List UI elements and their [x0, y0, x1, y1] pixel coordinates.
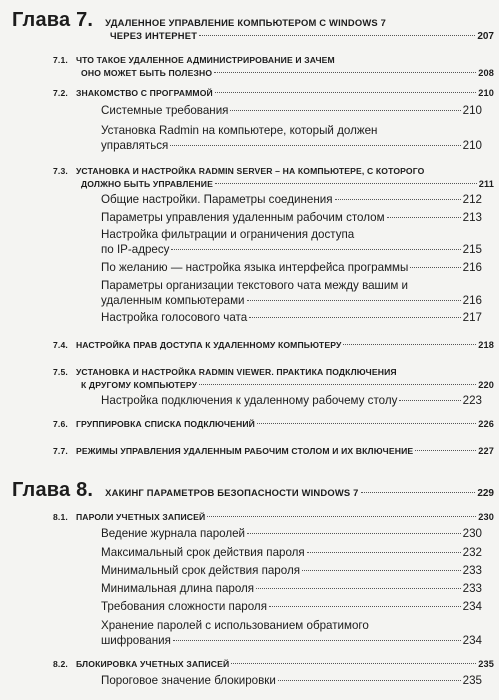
subsection-item-cont: по IP-адресу 215: [101, 243, 482, 256]
subsection-item: Требования сложности пароля 234: [101, 600, 482, 613]
chapter-7-entry: [12, 9, 494, 32]
page-number: 210: [478, 88, 494, 98]
subsection-item: Установка Radmin на компьютере, который должен: [101, 124, 378, 137]
leader-dots: [215, 92, 476, 93]
leader-dots: [207, 516, 476, 517]
leader-dots: [415, 450, 476, 451]
page-number: 230: [478, 512, 494, 522]
section-7-1: [53, 55, 494, 65]
leader-dots: [215, 183, 477, 184]
subsection-item: По желанию — настройка языка интерфейса программы 216: [101, 261, 482, 274]
subsection-item: Минимальный срок действия пароля 233: [101, 564, 482, 577]
chapter-label: Глава 8.: [12, 479, 94, 501]
section-title: НАСТРОЙКА ПРАВ ДОСТУПА К УДАЛЕННОМУ КОМПЬЮТЕРУ: [75, 340, 342, 350]
section-7-5-cont: [81, 380, 494, 390]
section-7-1-cont: [81, 68, 494, 78]
section-title: ЗНАКОМСТВО С ПРОГРАММОЙ: [75, 88, 213, 98]
section-title: ПАРОЛИ УЧЕТНЫХ ЗАПИСЕЙ: [75, 512, 206, 522]
section-7-3: [53, 166, 494, 176]
leader-dots: [199, 384, 476, 385]
section-number: 7.5.: [53, 367, 68, 377]
page-number: 229: [477, 488, 494, 499]
subsection-item: Настройка голосового чата 217: [101, 311, 482, 324]
page-number: 207: [477, 31, 494, 42]
section-7-6: [53, 419, 494, 429]
section-number: 7.1.: [53, 55, 68, 65]
subsection-item: Хранение паролей с использованием обратимого: [101, 619, 369, 632]
section-title: ЧТО ТАКОЕ УДАЛЕННОЕ АДМИНИСТРИРОВАНИЕ И ЗАЧЕМ: [75, 55, 335, 65]
subsection-item: Настройка фильтрации и ограничения доступа: [101, 228, 355, 241]
leader-dots: [361, 492, 476, 493]
subsection-item-cont: удаленным компьютерами 216: [101, 294, 482, 307]
page-number: 220: [478, 380, 494, 390]
section-number: 7.6.: [53, 419, 68, 429]
section-number: 7.3.: [53, 166, 68, 176]
section-7-4: [53, 340, 494, 350]
section-8-1: [53, 512, 494, 522]
section-title: УСТАНОВКА И НАСТРОЙКА RADMIN VIEWER. ПРАКТИКА ПОДКЛЮЧЕНИЯ: [75, 367, 397, 377]
section-title: БЛОКИРОВКА УЧЕТНЫХ ЗАПИСЕЙ: [75, 659, 230, 669]
subsection-item: Параметры управления удаленным рабочим столом 213: [101, 211, 482, 224]
section-title: РЕЖИМЫ УПРАВЛЕНИЯ УДАЛЕННЫМ РАБОЧИМ СТОЛОМ И ИХ ВКЛЮЧЕНИЕ: [75, 446, 414, 456]
leader-dots: [214, 72, 476, 73]
leader-dots: [257, 423, 476, 424]
section-8-2: [53, 659, 494, 669]
section-number: 8.1.: [53, 512, 68, 522]
chapter-7-entry-cont: [110, 30, 494, 42]
chapter-label: Глава 7.: [12, 9, 94, 31]
subsection-item: Максимальный срок действия пароля 232: [101, 546, 482, 559]
subsection-item: Ведение журнала паролей 230: [101, 527, 482, 540]
chapter-title: УДАЛЕННОЕ УПРАВЛЕНИЕ КОМПЬЮТЕРОМ С WINDOWS 7: [105, 17, 387, 28]
leader-dots: [343, 344, 476, 345]
leader-dots: [199, 35, 475, 36]
subsection-item: Общие настройки. Параметры соединения 212: [101, 193, 482, 206]
subsection-item-cont: управляться 210: [101, 139, 482, 152]
section-title: УСТАНОВКА И НАСТРОЙКА RADMIN SERVER – НА КОМПЬЮТЕРЕ, С КОТОРОГО: [75, 166, 425, 176]
subsection-item: Минимальная длина пароля 233: [101, 582, 482, 595]
page-number: 226: [478, 419, 494, 429]
section-title-cont: К ДРУГОМУ КОМПЬЮТЕРУ: [81, 380, 198, 390]
page-number: 235: [478, 659, 494, 669]
section-number: 8.2.: [53, 659, 68, 669]
page-number: 218: [478, 340, 494, 350]
section-7-7: [53, 446, 494, 456]
page-number: 211: [478, 179, 494, 189]
leader-dots: [231, 663, 476, 664]
page-number: 227: [478, 446, 494, 456]
subsection-item: Параметры организации текстового чата между вашим и: [101, 279, 409, 292]
section-number: 7.2.: [53, 88, 68, 98]
chapter-title: ХАКИНГ ПАРАМЕТРОВ БЕЗОПАСНОСТИ WINDOWS 7: [105, 487, 359, 498]
subsection-item-cont: шифрования 234: [101, 634, 482, 647]
chapter-8-entry: [12, 479, 494, 502]
section-number: 7.7.: [53, 446, 68, 456]
section-number: 7.4.: [53, 340, 68, 350]
subsection-item: Системные требования 210: [101, 104, 482, 117]
section-title: ГРУППИРОВКА СПИСКА ПОДКЛЮЧЕНИЙ: [75, 419, 255, 429]
section-7-3-cont: [81, 179, 494, 189]
subsection-item: Настройка подключения к удаленному рабочему столу 223: [101, 394, 482, 407]
section-7-5: [53, 367, 494, 377]
chapter-title-cont: ЧЕРЕЗ ИНТЕРНЕТ: [110, 30, 198, 41]
page-number: 208: [478, 68, 494, 78]
section-7-2: [53, 88, 494, 98]
section-title-cont: ОНО МОЖЕТ БЫТЬ ПОЛЕЗНО: [81, 68, 213, 78]
subsection-item: Пороговое значение блокировки 235: [101, 674, 482, 687]
section-title-cont: ДОЛЖНО БЫТЬ УПРАВЛЕНИЕ: [81, 179, 213, 189]
